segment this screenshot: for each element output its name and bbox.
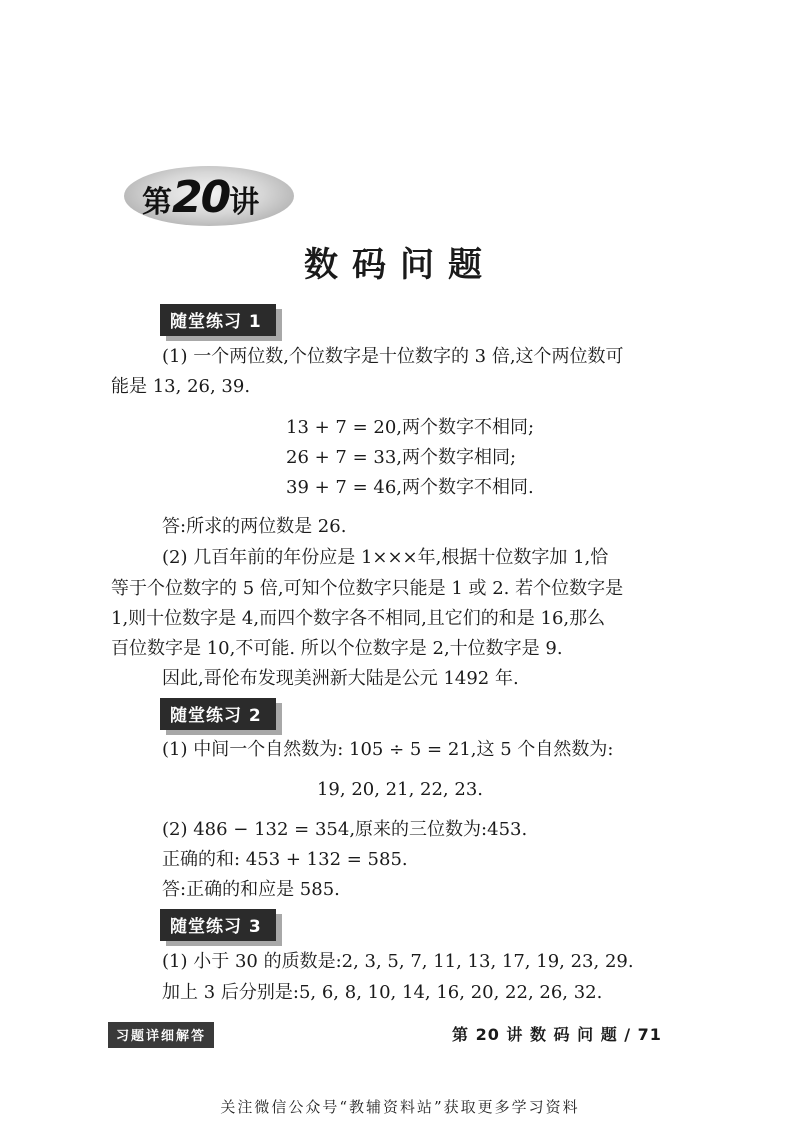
section-label-1: 随堂练习 1 <box>160 304 276 336</box>
answer-line: 答:所求的两位数是 26. <box>162 516 347 537</box>
lecture-badge <box>124 166 294 226</box>
equation-line: 39 + 7 = 46,两个数字不相同. <box>286 477 534 498</box>
text-line: (1) 小于 30 的质数是:2, 3, 5, 7, 11, 13, 17, 19, 23, 29. <box>162 951 634 972</box>
equation-line: 13 + 7 = 20,两个数字不相同; <box>286 417 535 438</box>
equation-line: 26 + 7 = 33,两个数字相同; <box>286 447 517 468</box>
number-list-line: 19, 20, 21, 22, 23. <box>316 779 484 800</box>
lecture-suffix: 讲 <box>229 185 260 220</box>
text-line: (2) 几百年前的年份应是 1×××年,根据十位数字加 1,恰 <box>162 547 609 568</box>
section-label-2: 随堂练习 2 <box>160 698 276 730</box>
text-line: (1) 一个两位数,个位数字是十位数字的 3 倍,这个两位数可 <box>162 346 624 367</box>
text-line: 等于个位数字的 5 倍,可知个位数字只能是 1 或 2. 若个位数字是 <box>111 578 624 599</box>
text-line: (1) 中间一个自然数为: 105 ÷ 5 = 21,这 5 个自然数为: <box>162 739 614 760</box>
text-line: 能是 13, 26, 39. <box>111 376 251 397</box>
footer-page-info: 第 20 讲 数 码 问 题 / 71 <box>452 1025 662 1044</box>
footer-section-tag: 习题详细解答 <box>108 1022 214 1048</box>
section-label-3: 随堂练习 3 <box>160 909 276 941</box>
text-line: 百位数字是 10,不可能. 所以个位数字是 2,十位数字是 9. <box>111 638 563 659</box>
text-line: 正确的和: 453 + 132 = 585. <box>162 849 408 870</box>
bottom-promo-note: 关注微信公众号“教辅资料站”获取更多学习资料 <box>220 1098 580 1116</box>
text-line: (2) 486 − 132 = 354,原来的三位数为:453. <box>162 819 528 840</box>
lecture-prefix: 第 <box>142 185 172 220</box>
page-title: 数码问题 <box>304 245 496 285</box>
lecture-number-label <box>142 172 259 223</box>
text-line: 因此,哥伦布发现美洲新大陆是公元 1492 年. <box>162 668 519 689</box>
lecture-number: 20 <box>172 172 230 223</box>
text-line: 加上 3 后分别是:5, 6, 8, 10, 14, 16, 20, 22, 26, 32. <box>162 982 603 1003</box>
answer-line: 答:正确的和应是 585. <box>162 879 340 900</box>
text-line: 1,则十位数字是 4,而四个数字各不相同,且它们的和是 16,那么 <box>111 608 606 629</box>
